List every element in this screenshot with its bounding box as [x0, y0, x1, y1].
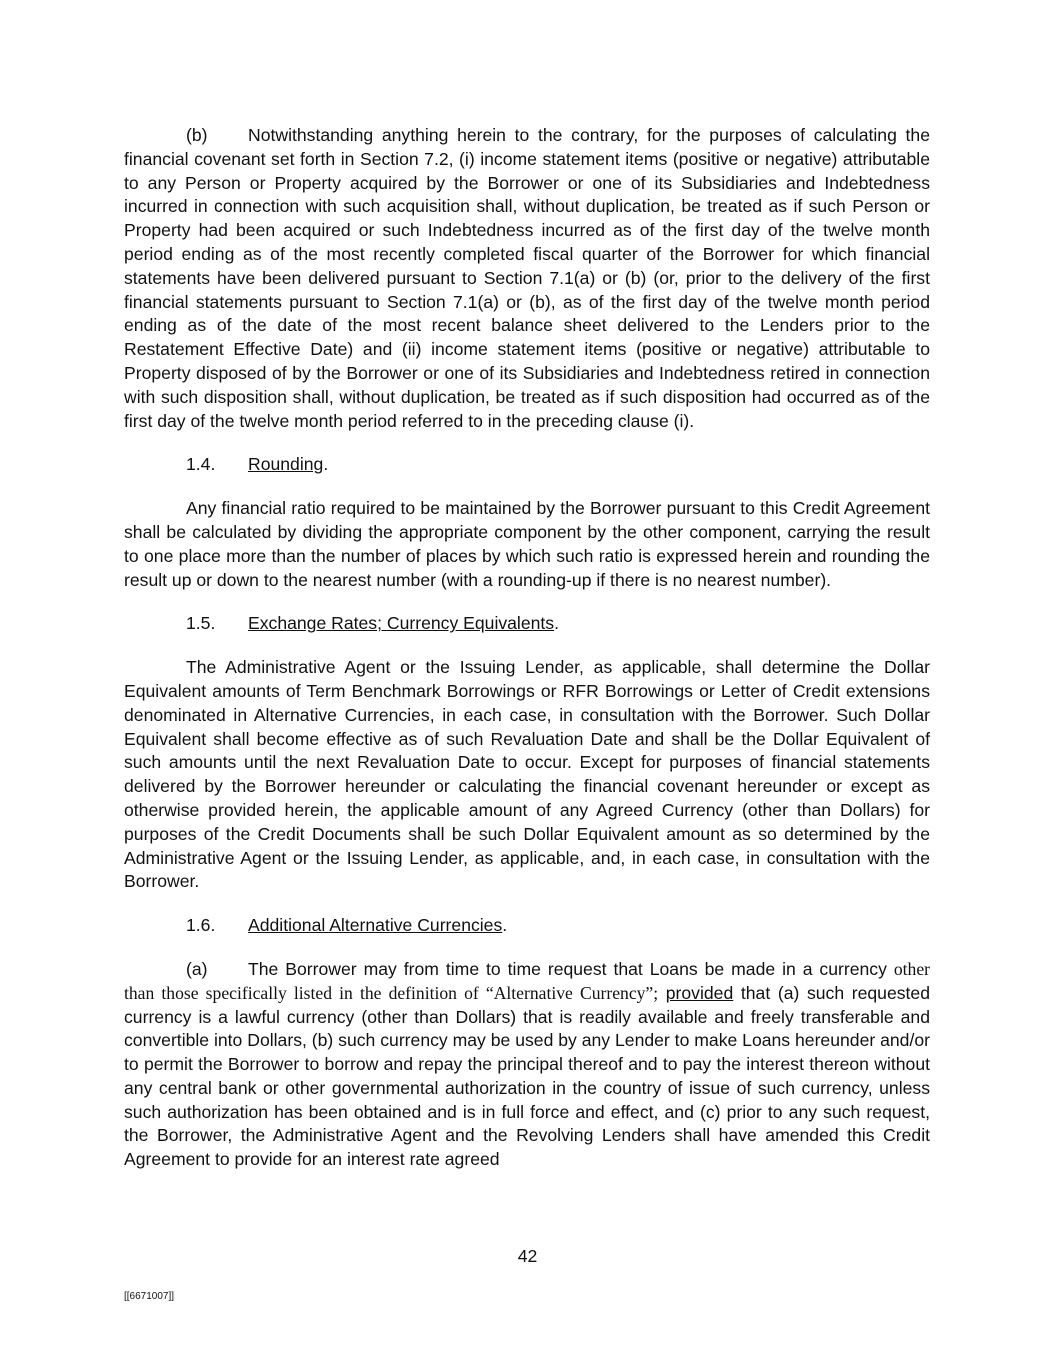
- section-1-4-body: Any financial ratio required to be maintained by the Borrower pursuant to this Credit Agreement shall be calculated by dividing the appropriate component by the other component, carrying the result to one place more than the number of places by which such ratio is expressed herein and rounding the result up or down to the nearest number (with a rounding-up if there is no nearest number).: [124, 498, 930, 590]
- section-title: Rounding: [248, 454, 324, 475]
- paragraph-a-text-1: The Borrower may from time to time request that Loans be made in a currency: [248, 958, 887, 979]
- section-title-punct: .: [554, 613, 559, 634]
- page-number: 42: [517, 1246, 538, 1266]
- section-1-6-paragraph-a: [124, 958, 930, 1172]
- section-title: Exchange Rates; Currency Equivalents: [248, 613, 555, 634]
- section-title-punct: .: [502, 915, 508, 936]
- section-title-punct: .: [323, 454, 329, 475]
- section-number: 1.5.: [186, 613, 216, 634]
- section-1-5-body: The Administrative Agent or the Issuing Lender, as applicable, shall determine the Dollar Equivalent amounts of Term Benchmark Borrowings or RFR Borrowings or Letter of Credit extensions denominated in Alternative Currencies, in each case, in consultation with the Borrower. Such Dollar Equivalent shall become effective as of such Revaluation Date and shall be the Dollar Equivalent of such amounts until the next Revaluation Date to occur. Except for purposes of financial statements delivered by the Borrower hereunder or calculating the financial covenant hereunder or except as otherwise provided herein, the applicable amount of any Agreed Currency (other than Dollars) for purposes of the Credit Documents shall be such Dollar Equivalent amount as so determined by the Administrative Agent or the Issuing Lender, as applicable, and, in each case, in consultation with the Borrower.: [124, 657, 930, 892]
- section-1-5-heading: [186, 612, 930, 636]
- document-id: [[6671007]]: [124, 1291, 175, 1302]
- section-1-4-heading: [186, 453, 930, 477]
- paragraph-a-label: (a): [186, 958, 208, 979]
- paragraph-b-label: (b): [186, 125, 208, 145]
- provided-term: provided: [665, 982, 734, 1003]
- document-body: [124, 124, 930, 1192]
- paragraph-b-text: Notwithstanding anything herein to the contrary, for the purposes of calculating the financial covenant set forth in Section 7.2, (i) income statement items (positive or negative) attributable to any Person or Property acquired by the Borrower or one of its Subsidiaries and Indebtedness incurred in connection with such acquisition shall, without duplication, be treated as if such Person or Property had been acquired or such Indebtedness incurred as of the first day of the twelve month period ending as of the most recently completed fiscal quarter of the Borrower for which financial statements have been delivered pursuant to Section 7.1(a) or (b) (or, prior to the delivery of the first financial statements pursuant to Section 7.1(a) or (b), as of the first day of the twelve month period ending as of the date of the most recent balance sheet delivered to the Lenders prior to the Restatement Effective Date) and (ii) income statement items (positive or negative) attributable to Property disposed of by the Borrower or one of its Subsidiaries and Indebtedness retired in connection with such disposition shall, without duplication, be treated as if such disposition had occurred as of the first day of the twelve month period referred to in the preceding clause (i).: [124, 125, 930, 431]
- section-number: 1.4.: [186, 454, 216, 475]
- section-title: Additional Alternative Currencies: [248, 915, 503, 936]
- paragraph-a-text-serif: other than those specifically listed in the definition of “Alternative Currency”;: [124, 958, 931, 1003]
- section-1-6-heading: [186, 914, 930, 938]
- section-number: 1.6.: [186, 915, 216, 936]
- paragraph-a-text-2: that (a) such requested currency is a lawful currency (other than Dollars) that is readily available and freely transferable and convertible into Dollars, (b) such currency may be used by any Lender to make Loans hereunder and/or to permit the Borrower to borrow and repay the principal thereof and to pay the interest thereon without any central bank or other governmental authorization in the country of issue of such currency, unless such authorization has been obtained and is in full force and effect, and (c) prior to any such request, the Borrower, the Administrative Agent and the Revolving Lenders shall have amended this Credit Agreement to provide for an interest rate agreed: [124, 982, 930, 1170]
- paragraph-b: [124, 124, 930, 433]
